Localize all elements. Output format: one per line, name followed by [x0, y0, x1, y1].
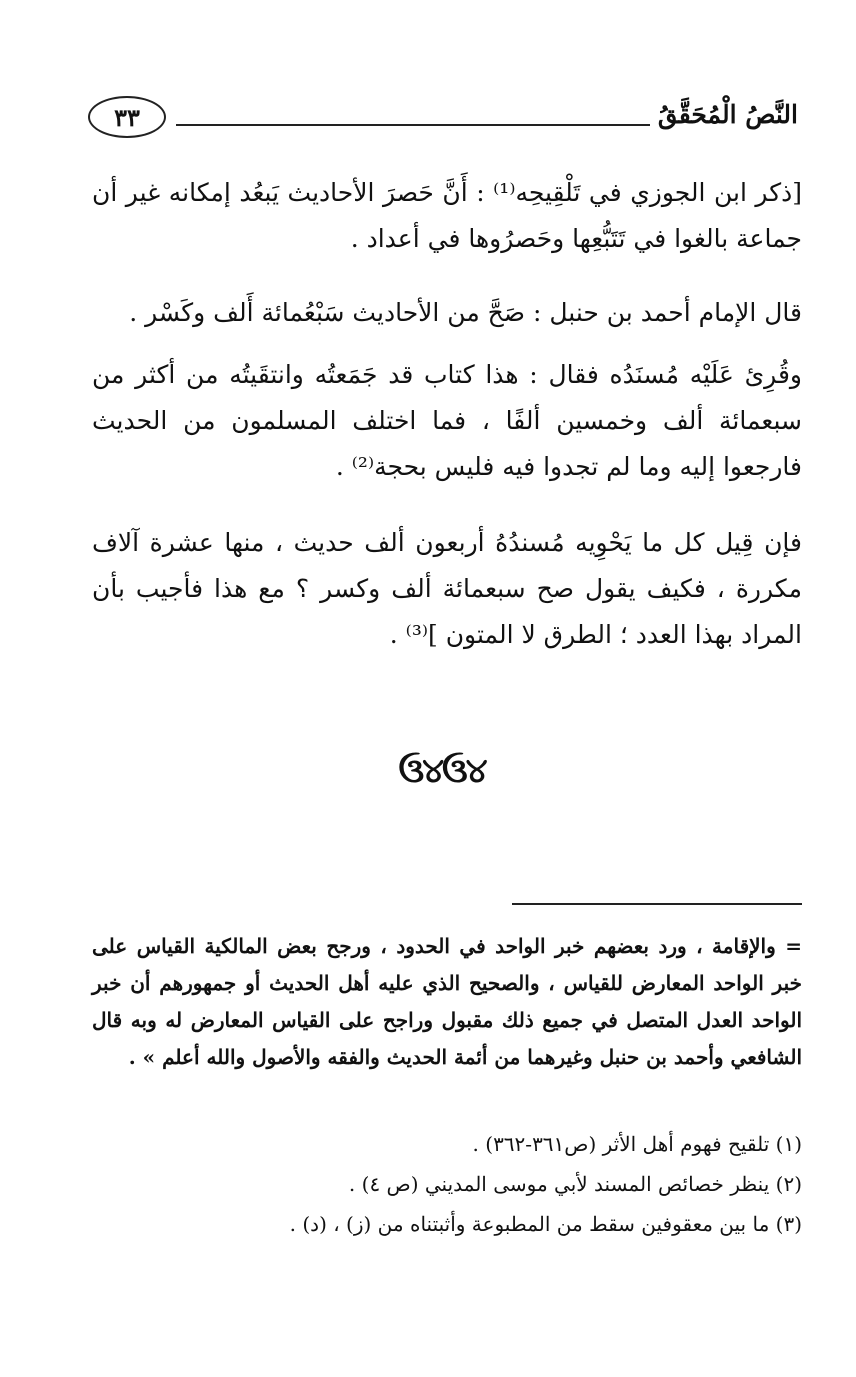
header-rule	[176, 124, 650, 126]
page-header	[88, 96, 798, 146]
footnote-list	[92, 1124, 802, 1244]
paragraph-3: وقُرِئ عَلَيْه مُسنَدُه فقال : هذا كتاب قد جَمَعتُه وانتقَيتُه من أكثر من سبعمائة ألف وخمسين ألفًا ، فما اختلف المسلمون من الحديث فارجعوا إليه وما لم تجدوا فيه فليس بحجة⁽²⁾ .	[92, 360, 802, 481]
paragraph-1: [ذكر ابن الجوزي في تَلْقِيحِه⁽¹⁾ : أَنَّ حَصرَ الأحاديث يَبعُد إمكانه غير أن جماعة بالغوا في تَتَبُّعِها وحَصرُوها في أعداد .	[92, 178, 802, 253]
footnote-continuation: = والإقامة ، ورد بعضهم خبر الواحد في الحدود ، ورجح بعض المالكية القياس على خبر الواحد المعارض للقياس ، والصحيح الذي عليه أهل الحديث أو جمهورهم أن خبر الواحد العدل المتصل في جميع ذلك مقبول وراجح على القياس المعارض له وبه قال الشافعي وأحمد بن حنبل وغيرهما من أئمة الحديث والفقه والأصول والله أعلم » .	[92, 934, 802, 1069]
paragraph-2: قال الإمام أحمد بن حنبل : صَحَّ من الأحاديث سَبْعُمائة أَلف وكَسْر .	[129, 298, 802, 327]
footnote-2: (٢) ينظر خصائص المسند لأبي موسى المديني (ص ٤) .	[348, 1172, 802, 1196]
footnote-3: (٣) ما بين معقوفين سقط من المطبوعة وأثبتناه من (ز) ، (د) .	[289, 1212, 802, 1236]
running-title: النَّصُ الْمُحَقَّقُ	[657, 100, 798, 129]
paragraph-4: فإن قِيل كل ما يَحْوِيه مُسندُهُ أربعون ألف حديث ، منها عشرة آلاف مكررة ، فكيف يقول صح سبعمائة ألف وكسر ؟ مع هذا فأجيب بأن المراد بهذا العدد ؛ الطرق لا المتون ]⁽³⁾ .	[92, 528, 802, 649]
section-ornament: ઉ୪ઉ୪	[398, 751, 486, 791]
footnote-rule	[512, 903, 802, 905]
footnote-1: (١) تلقيح فهوم أهل الأثر (ص٣٦١-٣٦٢) .	[472, 1132, 802, 1156]
page-number: ٣٣	[88, 96, 166, 138]
